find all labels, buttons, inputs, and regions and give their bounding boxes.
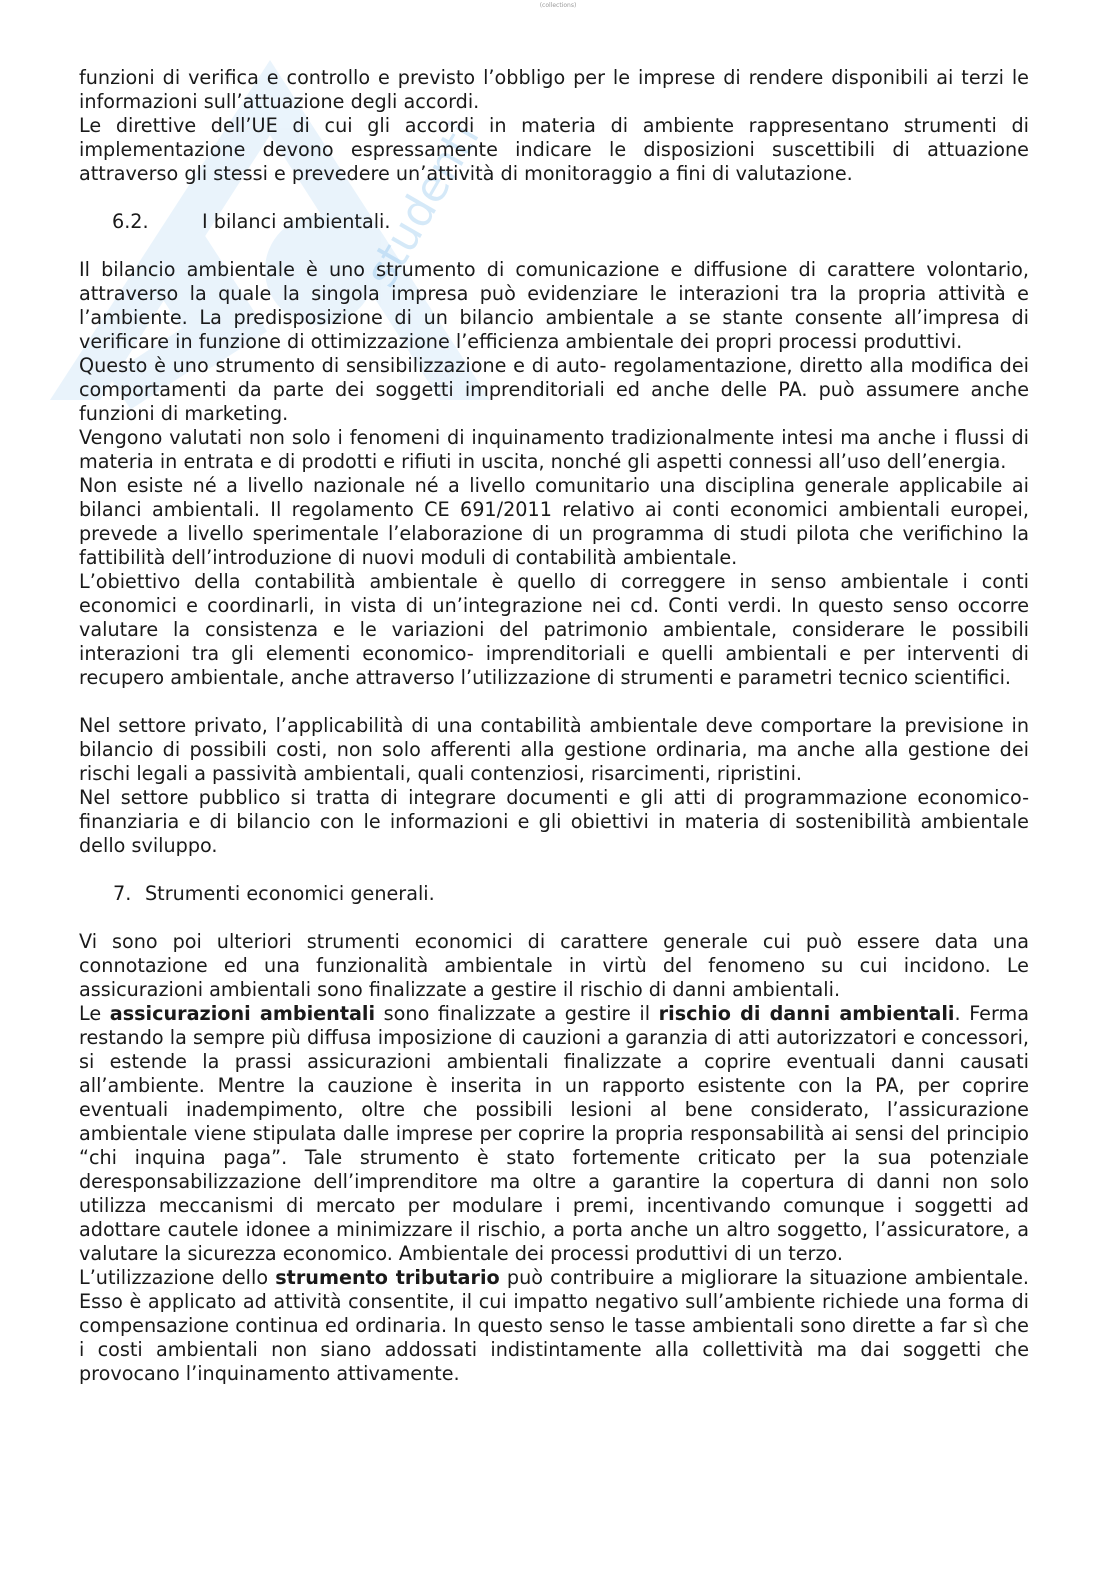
text-run: . Ferma restando la sempre più diffusa imposizione di cauzioni a garanzia di atti autorizzatori e concessori, si estende la prassi assicurazioni ambientali finalizzate a coprire eventuali danni causati all’ambiente. Mentre la cauzione è inserita in un rapporto esistente con la PA, per coprire eventuali inadempimento, oltre che possibili lesioni al bene considerato, l’assicurazione ambientale viene stipulata dalle imprese per coprire la propria responsabilità ai sensi del principio “chi inquina paga”. Tale strumento è stato fortemente criticato per la sua potenziale deresponsabilizzazione dell’imprenditore ma oltre a garantire la copertura di danni non solo utilizza meccanismi di mercato per modulare i premi, incentivando comunque i soggetti ad adottare cautele idonee a minimizzare il rischio, a porta anche un altro soggetto, l’assicuratore, a valutare la sicurezza economico. Ambientale dei processi produttivi di un terzo.	[79, 1002, 1029, 1265]
paragraph: Il bilancio ambientale è uno strumento di comunicazione e diffusione di carattere volontario, attraverso la quale la singola impresa può evidenziare le interazioni tra la propria attività e l’ambiente. La predisposizione di un bilancio ambientale a se stante consente all’impresa di verificare in funzione di ottimizzazione l’efficienza ambientale dei propri processi produttivi.	[79, 258, 1029, 353]
section-title: Strumenti economici generali.	[145, 882, 435, 905]
paragraph: L’obiettivo della contabilità ambientale è quello di correggere in senso ambientale i conti economici e coordinarli, in vista di un’integrazione nei cd. Conti verdi. In questo senso occorre valutare la consistenza e le variazioni del patrimonio ambientale, considerare le possibili interazioni tra gli elementi economico- imprenditoriali e quelli ambientali e per interventi di recupero ambientale, anche attraverso l’utilizzazione di strumenti e parametri tecnico scientifici.	[79, 570, 1029, 689]
paragraph: Le direttive dell’UE di cui gli accordi in materia di ambiente rappresentano strumenti di implementazione devono espressamente indicare le disposizioni suscettibili di attuazione attraverso gli stessi e prevedere un’attività di monitoraggio a fini di valutazione.	[79, 114, 1029, 185]
section-heading-6-2	[79, 210, 1029, 234]
watermark-text: studenti	[355, 113, 490, 296]
paragraph: Vengono valutati non solo i fenomeni di inquinamento tradizionalmente intesi ma anche i flussi di materia in entrata e di prodotti e rifiuti in uscita, nonché gli aspetti connessi all’uso dell’energia.	[79, 426, 1029, 473]
paragraph	[79, 1002, 1029, 1266]
paragraph: Questo è uno strumento di sensibilizzazione e di auto- regolamentazione, diretto alla modifica dei comportamenti da parte dei soggetti imprenditoriali ed anche delle PA. può assumere anche funzioni di marketing.	[79, 354, 1029, 425]
text-run: L’utilizzazione dello	[79, 1266, 276, 1289]
document-body	[79, 66, 1029, 1386]
paragraph: Non esiste né a livello nazionale né a livello comunitario una disciplina generale applicabile ai bilanci ambientali. Il regolamento CE 691/2011 relativo ai conti economici ambientali europei, prevede a livello sperimentale l’elaborazione di un programma di studi pilota che verifichino la fattibilità dell’introduzione di nuovi moduli di contabilità ambientale.	[79, 474, 1029, 569]
section-number: 7.	[113, 882, 132, 905]
paragraph: Nel settore pubblico si tratta di integrare documenti e gli atti di programmazione economico- finanziaria e di bilancio con le informazioni e gli obiettivi in materia di sostenibilità ambientale dello sviluppo.	[79, 786, 1029, 857]
header-mark: (collections)	[539, 2, 577, 9]
bold-term: assicurazioni ambientali	[109, 1002, 376, 1025]
bold-term: rischio di danni ambientali	[658, 1002, 955, 1025]
text-run: può contribuire a migliorare la situazione ambientale. Esso è applicato ad attività consentite, il cui impatto negativo sull’ambiente richiede una forma di compensazione continua ed ordinaria. In questo senso le tasse ambientali sono dirette a far sì che i costi ambientali non siano addossati indistintamente alla collettività ma dai soggetti che provocano l’inquinamento attivamente.	[79, 1266, 1029, 1385]
section-title: I bilanci ambientali.	[202, 210, 391, 233]
paragraph: Vi sono poi ulteriori strumenti economici di carattere generale cui può essere data una connotazione ed una funzionalità ambientale in virtù del fenomeno su cui incidono. Le assicurazioni ambientali sono finalizzate a gestire il rischio di danni ambientali.	[79, 930, 1029, 1001]
section-heading-7	[79, 882, 1029, 906]
text-run: sono finalizzate a gestire il	[375, 1002, 659, 1025]
bold-term: strumento tributario	[275, 1266, 500, 1289]
section-number: 6.2.	[112, 210, 149, 233]
paragraph: Nel settore privato, l’applicabilità di una contabilità ambientale deve comportare la previsione in bilancio di possibili costi, non solo afferenti alla gestione ordinaria, ma anche alla gestione dei rischi legali a passività ambientali, quali contenziosi, risarcimenti, ripristini.	[79, 714, 1029, 785]
paragraph	[79, 1266, 1029, 1386]
text-run: Le	[79, 1002, 110, 1025]
paragraph: funzioni di verifica e controllo e previsto l’obbligo per le imprese di rendere disponibili ai terzi le informazioni sull’attuazione degli accordi.	[79, 66, 1029, 113]
